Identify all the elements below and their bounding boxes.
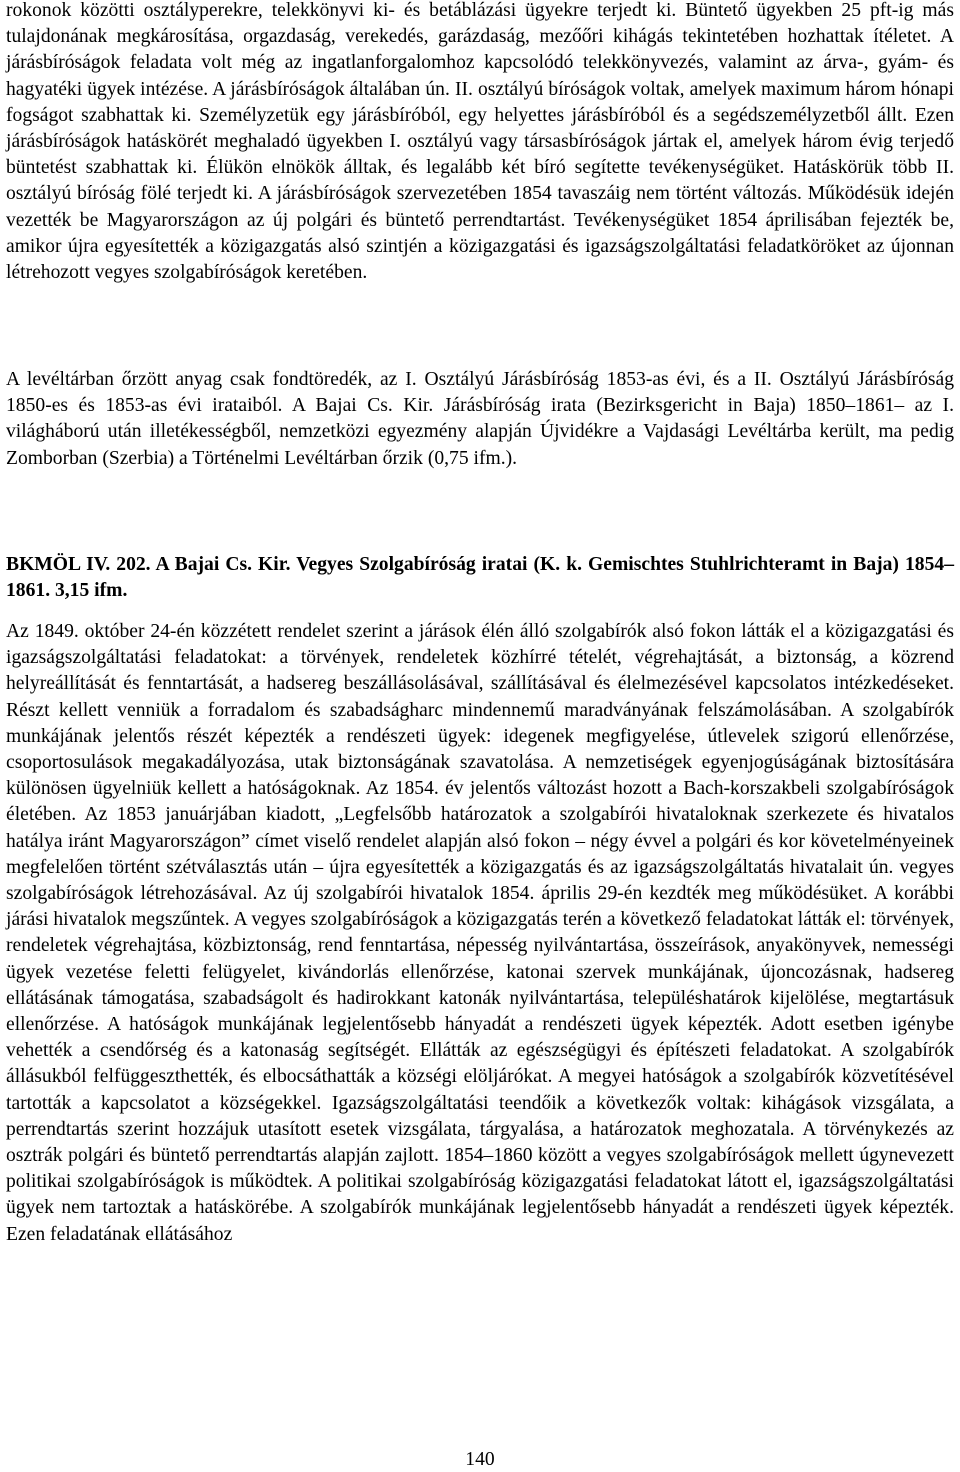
paragraph-szolgabirosag: Az 1849. október 24-én közzétett rendelet szerint a járások élén álló szolgabírók alsó fokon látták el a közigazgatási és igazságszolgáltatási feladatokat: a törvények, rendeletek közhírré tételét, végrehajtását, a biztonság, a közrend helyreállítását és fenntartását, a hadsereg beszállásolásával, szállításával és élelmezésével kapcsolatos intézkedéseket. Részt kellett venniük a forradalom és szabadságharc mindennemű maradványának felszámolásában. A szolgabírók munkájának jelentős részét képezték a rendészeti ügyek: idegenek megfigyelése, útlevelek szigorú ellenőrzése, csoportosulások megakadályozása, utak biztonságának szavatolása. A nemzetiségek egyenjogúságának biztosítására különösen ügyelniük kellett a hatóságoknak. Az 1854. év jelentős változást hozott a Bach-korszakbeli szolgabíróságok életében. Az 1853 januárjában kiadott, „Legfelsőbb határozatok a szolgabírói hivataloknak szerkezete és hivatalos hatálya iránt Magyarországon” címet viselő rendelet alapján alsó fokon – négy évvel a polgári és kor követelményeinek megfelelően történt szétválasztás után – újra egyesítették a közigazgatás és az igazságszolgáltatás hivatalait ún. vegyes szolgabíróságok létrehozásával. Az új szolgabírói hivatalok 1854. április 29-én kezdték meg működésüket. A korábbi járási hivatalok megszűntek. A vegyes szolgabíróságok a közigazgatás terén a következő feladatokat látták el: törvények, rendeletek végrehajtása, közbiztonság, rend fenntartása, népesség nyilvántartása, összeírások, anyakönyvek, nemességi ügyek vezetése feletti felügyelet, kivándorlás ellenőrzése, katonai szervek munkájának, újoncozásnak, hadsereg ellátásának támogatása, szabadságolt és hadirokkant katonák nyilvántartása, településhatárok kijelölése, megtartásuk ellenőrzése. A hatóságok munkájának legjelentősebb hányadát a rendészeti ügyek képezték. Adott esetben igénybe vehették a csendőrség és a katonaság segítségét. Ellátták az egészségügyi és építészeti feladatokat. A szolgabírók állásukból felfüggeszthették, és elbocsáthatták a községi elöljárókat. A megyei hatóságok a szolgabírók közvetítésével tartották a kapcsolatot a községekkel. Igazságszolgáltatási teendőik a következők voltak: kihágások vizsgálata, a perrendtartás szerint hozzájuk utasított esetek vizsgálata, tárgyalása, a határozatok meghozatala. A törvénykezés az osztrák polgári és büntető perrendtartás alapján zajlott. 1854–1860 között a vegyes szolgabíróságok mellett úgynevezett politikai szolgabíróságok is működtek. A politikai szolgabíróság közigazgatási feladatokat látott el, igazságszolgáltatási ügyek nem tartoztak a hatáskörébe. A szolgabírók munkájának legjelentősebb hányadát a rendészeti ügyek képezték. Ezen feladatának ellátásához bbox=[6, 621, 954, 1245]
paragraph-district-courts: rokonok közötti osztályperekre, telekkönyvi ki- és betáblázási ügyekre terjedt ki. Büntető ügyekben 25 pft-ig más tulajdonának megkárosítása, orgazdaság, verekedés, garázdaság, mezőőri kihágás tekintetében hozhattak ítéletet. A járásbíróságok feladata volt még az ingatlanforgalomhoz kapcsolódó telekkönyvezés, valamint az árva-, gyám- és hagyatéki ügyek intézése. A járásbíróságok általában ún. II. osztályú bíróságok voltak, amelyek maximum három hónapi fogságot szabhattak ki. Személyzetük egy járásbíróból, egy helyettes járásbíróból és a segédszemélyzetből állt. Ezen járásbíróságok hatáskörét meghaladó ügyekben I. osztályú vagy társasbíróságok jártak el, amelyek három évig terjedő büntetést szabhattak ki. Élükön elnökök álltak, és legalább két bíró segítette tevékenységüket. Hatáskörük több II. osztályú bíróság fölé terjedt ki. A járásbíróságok szervezetében 1854 tavaszáig nem történt változás. Működésük idején vezették be Magyarországon az új polgári és büntető perrendtartást. Tevékenységüket 1854 áprilisában fejezték be, amikor újra egyesítették a közigazgatás alsó szintjén a közigazgatási és igazságszolgáltatási feladatköröket az újonnan létrehozott vegyes szolgabíróságok keretében. bbox=[6, 0, 954, 284]
paragraph-archive-holdings: A levéltárban őrzött anyag csak fondtöredék, az I. Osztályú Járásbíróság 1853-as évi, és a II. Osztályú Járásbíróság 1850-es és 1853-as évi irataiból. A Bajai Cs. Kir. Járásbíróság irata (Bezirksgericht in Baja) 1850–1861– az I. világháború után illetékességből, nemzetközi egyezmény alapján Újvidékre a Vajdasági Levéltárba került, ma pedig Zomborban (Szerbia) a Történelmi Levéltárban őrzik (0,75 ifm.). bbox=[6, 369, 954, 469]
section-heading: BKMÖL IV. 202. A Bajai Cs. Kir. Vegyes Szolgabíróság iratai (K. k. Gemischtes Stuhlrichteramt in Baja) 1854–1861. 3,15 ifm. bbox=[6, 554, 954, 602]
page-number: 140 bbox=[465, 1449, 495, 1470]
